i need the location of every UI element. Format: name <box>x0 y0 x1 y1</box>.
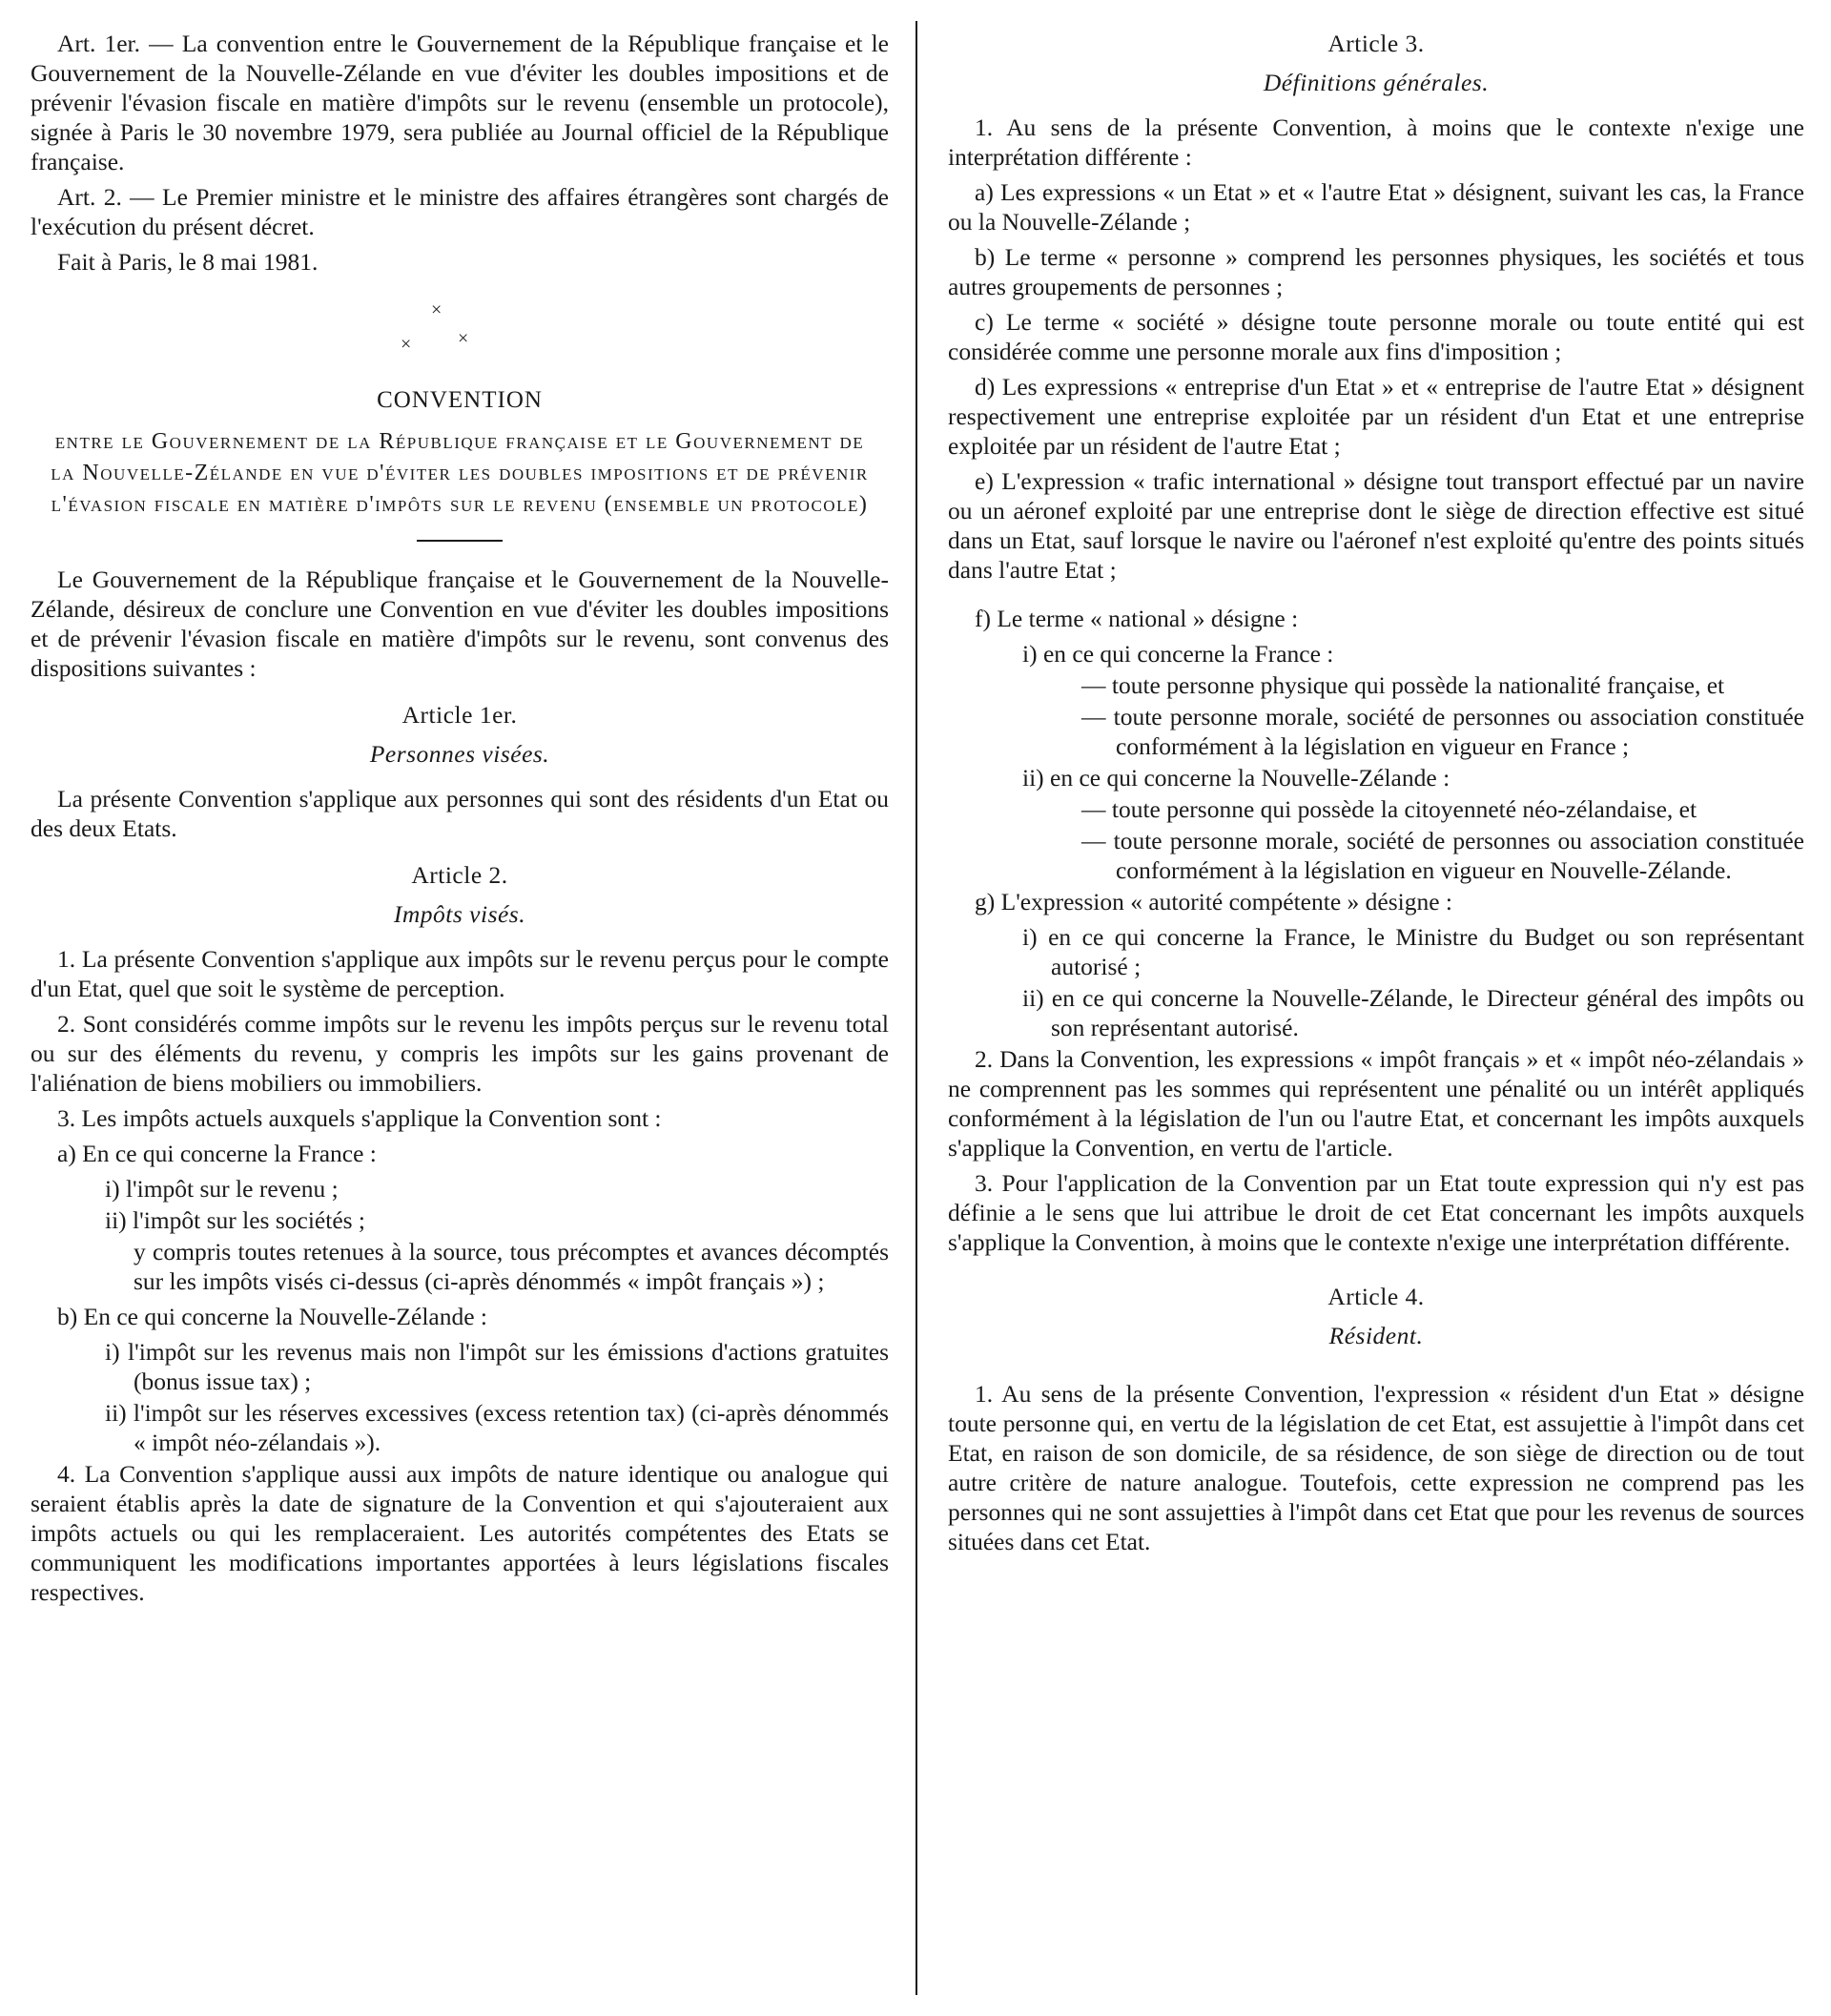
article-3-heading: Article 3. <box>1327 30 1425 57</box>
article-3-paragraph-2: 2. Dans la Convention, les expressions « impôt français » et « impôt néo-zélandais » ne comprennent pas les sommes qui représentent une pénalité ou un intérêt appliqués conformément à la législation de l'un ou l'autre Etat, et concernant les impôts auxquels s'applique la Convention, en vertu de l'article. <box>948 1045 1804 1162</box>
article-3-item-a: a) Les expressions « un Etat » et « l'autre Etat » désignent, suivant les cas, la France ou la Nouvelle-Zélande ; <box>948 178 1804 236</box>
article-3-item-g: g) L'expression « autorité compétente » désigne : <box>975 888 1452 915</box>
asterism-mark: × <box>401 334 412 355</box>
article-2-paragraph-4: 4. La Convention s'applique aussi aux impôts de nature identique ou analogue qui seraient établis après la date de signature de la Convention et qui s'ajouteraient aux impôts actuels ou qui les remplaceraient. Les autorités compétentes des Etats se communiquent les modifications importantes apportées à leurs législations fiscales respectives. <box>31 1460 889 1606</box>
article-3-subheading: Définitions générales. <box>1263 69 1490 96</box>
article-2-item-a: a) En ce qui concerne la France : <box>57 1140 377 1167</box>
article-2-subheading: Impôts visés. <box>393 900 526 928</box>
article-2-item-a-ii: ii) l'impôt sur les sociétés ; <box>105 1206 366 1234</box>
article-4-subheading: Résident. <box>1328 1322 1424 1349</box>
article-1-text: La présente Convention s'applique aux personnes qui sont des résidents d'un Etat ou des deux Etats. <box>31 785 889 842</box>
asterism <box>31 282 889 368</box>
section-divider <box>417 540 503 542</box>
left-column <box>31 29 889 1613</box>
article-2-paragraph-2: 2. Sont considérés comme impôts sur le revenu les impôts perçus sur le revenu total ou sur des éléments du revenu, y compris les impôts sur les gains provenant de l'aliénation de biens mobiliers ou immobiliers. <box>31 1010 889 1097</box>
article-3-item-f-ii-dash-1: — toute personne qui possède la citoyenneté néo-zélandaise, et <box>1081 795 1697 823</box>
article-2-paragraph-3: 3. Les impôts actuels auxquels s'applique la Convention sont : <box>57 1104 662 1132</box>
convention-title: CONVENTION <box>377 387 543 413</box>
right-column <box>948 29 1804 1562</box>
article-2-item-b: b) En ce qui concerne la Nouvelle-Zélande : <box>57 1303 487 1330</box>
asterism-mark: × <box>458 328 469 349</box>
decree-article-1: Art. 1er. — La convention entre le Gouvernement de la République française et le Gouvernement de la Nouvelle-Zélande en vue d'éviter les doubles impositions et de prévenir l'évasion fiscale en matière d'impôts sur le revenu (ensemble un protocole), signée à Paris le 30 novembre 1979, sera publiée au Journal officiel de la République française. <box>31 30 889 175</box>
article-3-item-f-i-dash-1: — toute personne physique qui possède la nationalité française, et <box>1081 671 1725 699</box>
article-3-item-c: c) Le terme « société » désigne toute personne morale ou toute entité qui est considérée comme une personne morale aux fins d'imposition ; <box>948 308 1804 365</box>
article-2-item-b-i: i) l'impôt sur les revenus mais non l'impôt sur les émissions d'actions gratuites (bonus issue tax) ; <box>105 1338 889 1395</box>
preamble: Le Gouvernement de la République française et le Gouvernement de la Nouvelle-Zélande, désireux de conclure une Convention en vue d'éviter les doubles impositions et de prévenir l'évasion fiscale en matière d'impôts sur le revenu, sont convenus des dispositions suivantes : <box>31 566 889 682</box>
article-4-paragraph-1: 1. Au sens de la présente Convention, l'expression « résident d'un Etat » désigne toute personne qui, en vertu de la législation de cet Etat, est assujettie à l'impôt dans cet Etat, en raison de son domicile, de sa résidence, de son siège de direction ou de tout autre critère de nature analogue. Toutefois, cette expression ne comprend pas les personnes qui ne sont assujetties à l'impôt dans cet Etat que pour les revenus de sources situées dans cet Etat. <box>948 1380 1804 1555</box>
article-3-item-f-ii-dash-2: — toute personne morale, société de personnes ou association constituée conformément à la législation en vigueur en Nouvelle-Zélande. <box>1081 827 1804 884</box>
article-2-heading: Article 2. <box>411 861 508 889</box>
article-3-item-f-i: i) en ce qui concerne la France : <box>1022 640 1334 668</box>
article-3-paragraph-1: 1. Au sens de la présente Convention, à moins que le contexte n'exige une interprétation différente : <box>948 113 1804 171</box>
article-3-item-e: e) L'expression « trafic international » désigne tout transport effectué par un navire ou un aéronef exploité par une entreprise dont le siège de direction effective est situé dans un Etat, sauf lorsque le navire ou l'aéronef n'est exploité qu'entre des points situés dans l'autre Etat ; <box>948 467 1804 584</box>
asterism-mark: × <box>431 299 442 320</box>
article-1-subheading: Personnes visées. <box>369 740 550 768</box>
decree-date: Fait à Paris, le 8 mai 1981. <box>57 248 319 276</box>
column-rule <box>916 21 917 1995</box>
article-1-heading: Article 1er. <box>401 701 518 729</box>
article-3-item-g-ii: ii) en ce qui concerne la Nouvelle-Zélande, le Directeur général des impôts ou son représentant autorisé. <box>1022 984 1804 1041</box>
article-3-paragraph-3: 3. Pour l'application de la Convention par un Etat toute expression qui n'y est pas définie a le sens que lui attribue le droit de cet Etat concernant les impôts auxquels s'applique la Convention, à moins que le contexte n'exige une interprétation différente. <box>948 1169 1804 1256</box>
article-2-item-a-i: i) l'impôt sur le revenu ; <box>105 1175 339 1203</box>
article-3-item-f-i-dash-2: — toute personne morale, société de personnes ou association constituée conformément à la législation en vigueur en France ; <box>1081 703 1804 760</box>
article-3-item-f-ii: ii) en ce qui concerne la Nouvelle-Zélande : <box>1022 764 1450 792</box>
article-2-item-b-ii: ii) l'impôt sur les réserves excessives (excess retention tax) (ci-après dénommés « impôt néo-zélandais »). <box>105 1399 889 1456</box>
convention-subtitle: entre le Gouvernement de la République française et le Gouvernement de la Nouvelle-Zélande en vue d'éviter les doubles impositions et de prévenir l'évasion fiscale en matière d'impôts sur le revenu (ensemble un protocole) <box>51 429 869 517</box>
article-2-item-a-continuation: y compris toutes retenues à la source, tous précomptes et avances décomptés sur les impôts visés ci-dessus (ci-après dénommés « impôt français ») ; <box>134 1238 889 1295</box>
article-3-item-b: b) Le terme « personne » comprend les personnes physiques, les sociétés et tous autres groupements de personnes ; <box>948 243 1804 300</box>
article-3-item-d: d) Les expressions « entreprise d'un Etat » et « entreprise de l'autre Etat » désignent respectivement une entreprise exploitée par un résident d'un Etat et une entreprise exploitée par un résident de l'autre Etat ; <box>948 373 1804 460</box>
article-4-heading: Article 4. <box>1327 1283 1425 1310</box>
decree-article-2: Art. 2. — Le Premier ministre et le ministre des affaires étrangères sont chargés de l'exécution du présent décret. <box>31 183 889 240</box>
article-3-item-g-i: i) en ce qui concerne la France, le Ministre du Budget ou son représentant autorisé ; <box>1022 923 1804 980</box>
article-2-paragraph-1: 1. La présente Convention s'applique aux impôts sur le revenu perçus pour le compte d'un Etat, quel que soit le système de perception. <box>31 945 889 1002</box>
article-3-item-f: f) Le terme « national » désigne : <box>975 605 1299 632</box>
